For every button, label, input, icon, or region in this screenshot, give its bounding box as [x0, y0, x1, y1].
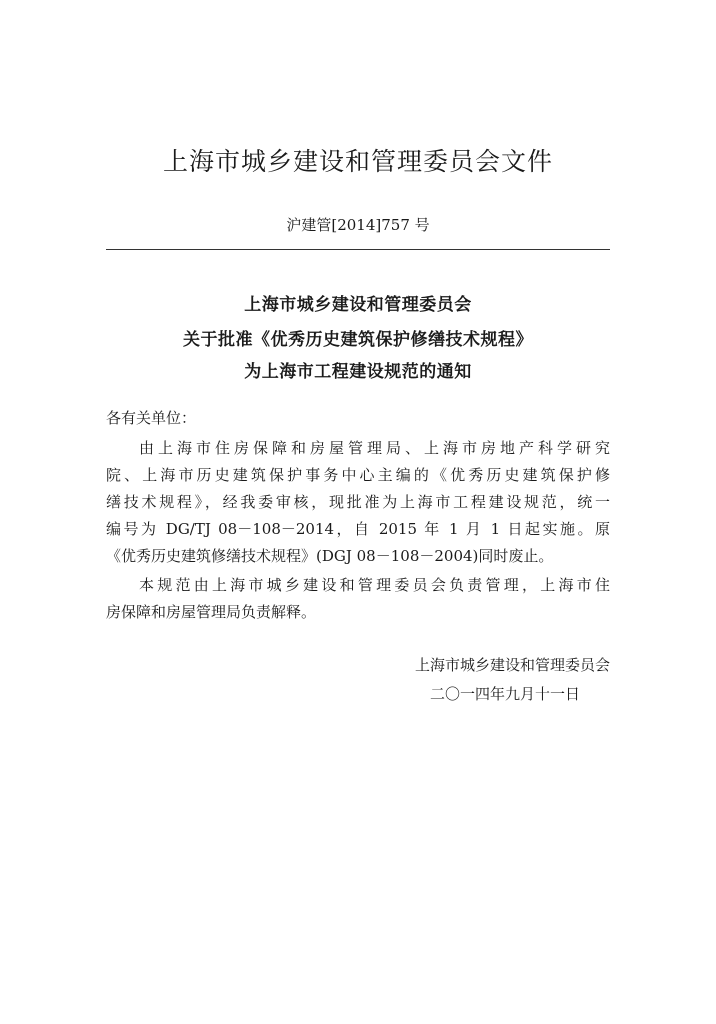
body-paragraph-1-line-2: 院、上海市历史建筑保护事务中心主编的《优秀历史建筑保护修 — [106, 466, 610, 484]
body-paragraph-2-line-1: 本规范由上海市城乡建设和管理委员会负责管理，上海市住 — [139, 576, 610, 594]
document-header-title: 上海市城乡建设和管理委员会文件 — [162, 147, 553, 176]
body-paragraph-1-line-5: 《优秀历史建筑修缮技术规程》(DGJ 08－108－2004)同时废止。 — [106, 547, 554, 565]
body-paragraph-2-line-2: 房保障和房屋管理局负责解释。 — [106, 603, 317, 621]
notice-title-line-1: 上海市城乡建设和管理委员会 — [244, 295, 472, 315]
body-paragraph-1-line-3: 缮技术规程》，经我委审核，现批准为上海市工程建设规范，统一 — [106, 493, 610, 511]
notice-title-line-2: 关于批准《优秀历史建筑保护修缮技术规程》 — [183, 330, 533, 350]
document-number: 沪建管[2014]757 号 — [286, 216, 430, 234]
body-paragraph-1-line-1: 由上海市住房保障和房屋管理局、上海市房地产科学研究 — [139, 439, 610, 457]
signature-date: 二〇一四年九月十一日 — [429, 685, 580, 703]
body-paragraph-1-line-4: 编号为 DG/TJ 08－108－2014，自 2015 年 1 月 1 日起实施。原 — [106, 520, 610, 538]
salutation: 各有关单位： — [106, 409, 197, 427]
header-divider — [106, 249, 610, 250]
signature-organization: 上海市城乡建设和管理委员会 — [414, 656, 610, 674]
notice-title-line-3: 为上海市工程建设规范的通知 — [244, 362, 472, 382]
